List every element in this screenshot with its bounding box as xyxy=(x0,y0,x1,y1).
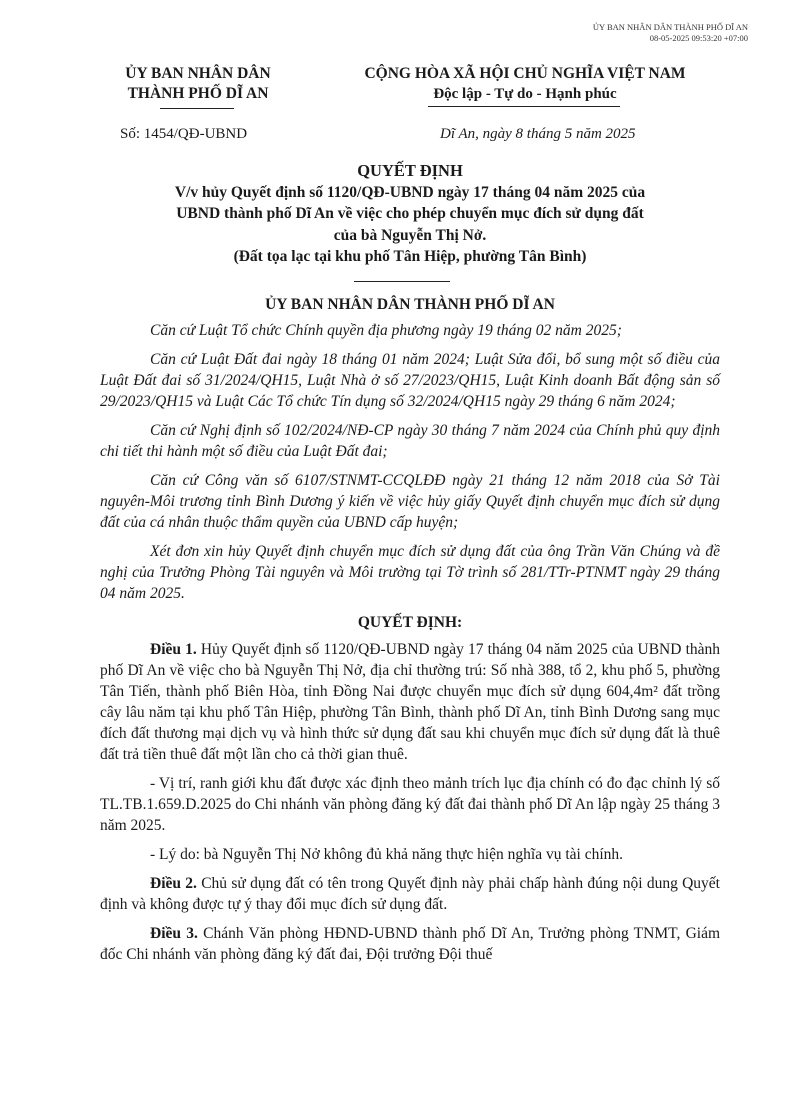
document-date: Dĩ An, ngày 8 tháng 5 năm 2025 xyxy=(440,126,636,142)
national-motto xyxy=(330,64,720,104)
title-main: QUYẾT ĐỊNH xyxy=(357,161,463,180)
article-1-label: Điều 1. xyxy=(150,641,197,658)
title-underline xyxy=(354,281,450,282)
article-1-text: Hủy Quyết định số 1120/QĐ-UBND ngày 17 tháng 04 năm 2025 của UBND thành phố Dĩ An về việc cho bà Nguyễn Thị Nở, địa chỉ thường trú: Số nhà 388, tổ 2, khu phố 5, phường Tân Tiến, thành phố Biên Hòa, tỉnh Đồng Nai được chuyển mục đích sử dụng 604,4m² đất trồng cây lâu năm tại khu phố Tân Hiệp, phường Tân Bình, thành phố Dĩ An, tỉnh Bình Dương sang mục đích đất thương mại dịch vụ và hình thức sử dụng đất sau khi chuyển mục đích sử dụng đất là thuê đất trả tiền thuê đất một lần cho cả thời gian thuê. xyxy=(100,641,721,763)
title-line-3: của bà Nguyễn Thị Nở. xyxy=(333,226,487,244)
document-number: Số: 1454/QĐ-UBND xyxy=(120,126,248,142)
motto-underline xyxy=(428,106,620,107)
agency-underline xyxy=(160,108,234,109)
title-line-1: V/v hủy Quyết định số 1120/QĐ-UBND ngày 17 tháng 04 năm 2025 của xyxy=(174,183,646,201)
decision-heading: QUYẾT ĐỊNH: xyxy=(357,614,463,631)
legal-basis-1: Căn cứ Luật Tổ chức Chính quyền địa phương ngày 19 tháng 02 năm 2025; xyxy=(150,322,622,339)
article-1 xyxy=(100,639,720,765)
article-3-label: Điều 3. xyxy=(150,925,198,942)
title-line-2: UBND thành phố Dĩ An về việc cho phép chuyển mục đích sử dụng đất xyxy=(176,205,644,222)
stamp-organization: ỦY BAN NHÂN DÂN THÀNH PHỐ DĨ AN xyxy=(592,22,748,32)
legal-basis-4: Căn cứ Công văn số 6107/STNMT-CCQLĐĐ ngày 21 tháng 12 năm 2018 của Sở Tài nguyên-Môi trương tỉnh Bình Dương ý kiến về việc hủy giấy Quyết định chuyển mục đích sử dụng đất của cá nhân thuộc thẩm quyền của UBND cấp huyện; xyxy=(100,472,720,531)
agency-line-1: ỦY BAN NHÂN DÂN xyxy=(125,65,271,82)
article-1-location: - Vị trí, ranh giới khu đất được xác định theo mảnh trích lục địa chính có đo đạc chỉnh lý số TL.TB.1.659.D.2025 do Chi nhánh văn phòng đăng ký đất đai thành phố Dĩ An lập ngày 25 tháng 3 năm 2025. xyxy=(100,775,720,834)
article-2-text: Chủ sử dụng đất có tên trong Quyết định này phải chấp hành đúng nội dung Quyết định và không được tự ý thay đổi mục đích sử dụng đất. xyxy=(100,875,720,913)
title-line-4: (Đất tọa lạc tại khu phố Tân Hiệp, phường Tân Bình) xyxy=(233,248,587,265)
legal-basis-3: Căn cứ Nghị định số 102/2024/NĐ-CP ngày 30 tháng 7 năm 2024 của Chính phủ quy định chi tiết thi hành một số điều của Luật Đất đai; xyxy=(100,422,720,460)
authority-heading: ỦY BAN NHÂN DÂN THÀNH PHỐ DĨ AN xyxy=(265,296,555,313)
article-2-label: Điều 2. xyxy=(150,875,197,892)
document-title xyxy=(130,160,690,268)
motto: Độc lập - Tự do - Hạnh phúc xyxy=(433,86,617,102)
stamp-timestamp: 08-05-2025 09:53:20 +07:00 xyxy=(649,33,748,43)
country-name: CỘNG HÒA XÃ HỘI CHỦ NGHĨA VIỆT NAM xyxy=(364,65,686,82)
article-2 xyxy=(100,873,720,915)
legal-basis-2: Căn cứ Luật Đất đai ngày 18 tháng 01 năm 2024; Luật Sửa đổi, bổ sung một số điều của Luật Đất đai số 31/2024/QH15, Luật Nhà ở số 27/2023/QH15, Luật Kinh doanh Bất động sản số 29/2023/QH15 và Luật Các Tổ chức Tín dụng số 32/2024/QH15 ngày 29 tháng 6 năm 2024; xyxy=(100,351,720,410)
article-1-reason: - Lý do: bà Nguyễn Thị Nở không đủ khả năng thực hiện nghĩa vụ tài chính. xyxy=(150,846,624,863)
article-3-text: Chánh Văn phòng HĐND-UBND thành phố Dĩ An, Trưởng phòng TNMT, Giám đốc Chi nhánh văn phòng đăng ký đất đai, Đội trưởng Đội thuế xyxy=(100,925,720,963)
issuing-agency xyxy=(108,64,288,104)
article-3 xyxy=(100,923,720,965)
digital-signature-stamp xyxy=(593,22,748,44)
document-body xyxy=(100,320,720,973)
agency-line-2: THÀNH PHỐ DĨ AN xyxy=(127,85,269,102)
legal-basis-5: Xét đơn xin hủy Quyết định chuyển mục đích sử dụng đất của ông Trần Văn Chúng và đề nghị của Trưởng Phòng Tài nguyên và Môi trường tại Tờ trình số 281/TTr-PTNMT ngày 29 tháng 04 năm 2025. xyxy=(100,543,720,602)
